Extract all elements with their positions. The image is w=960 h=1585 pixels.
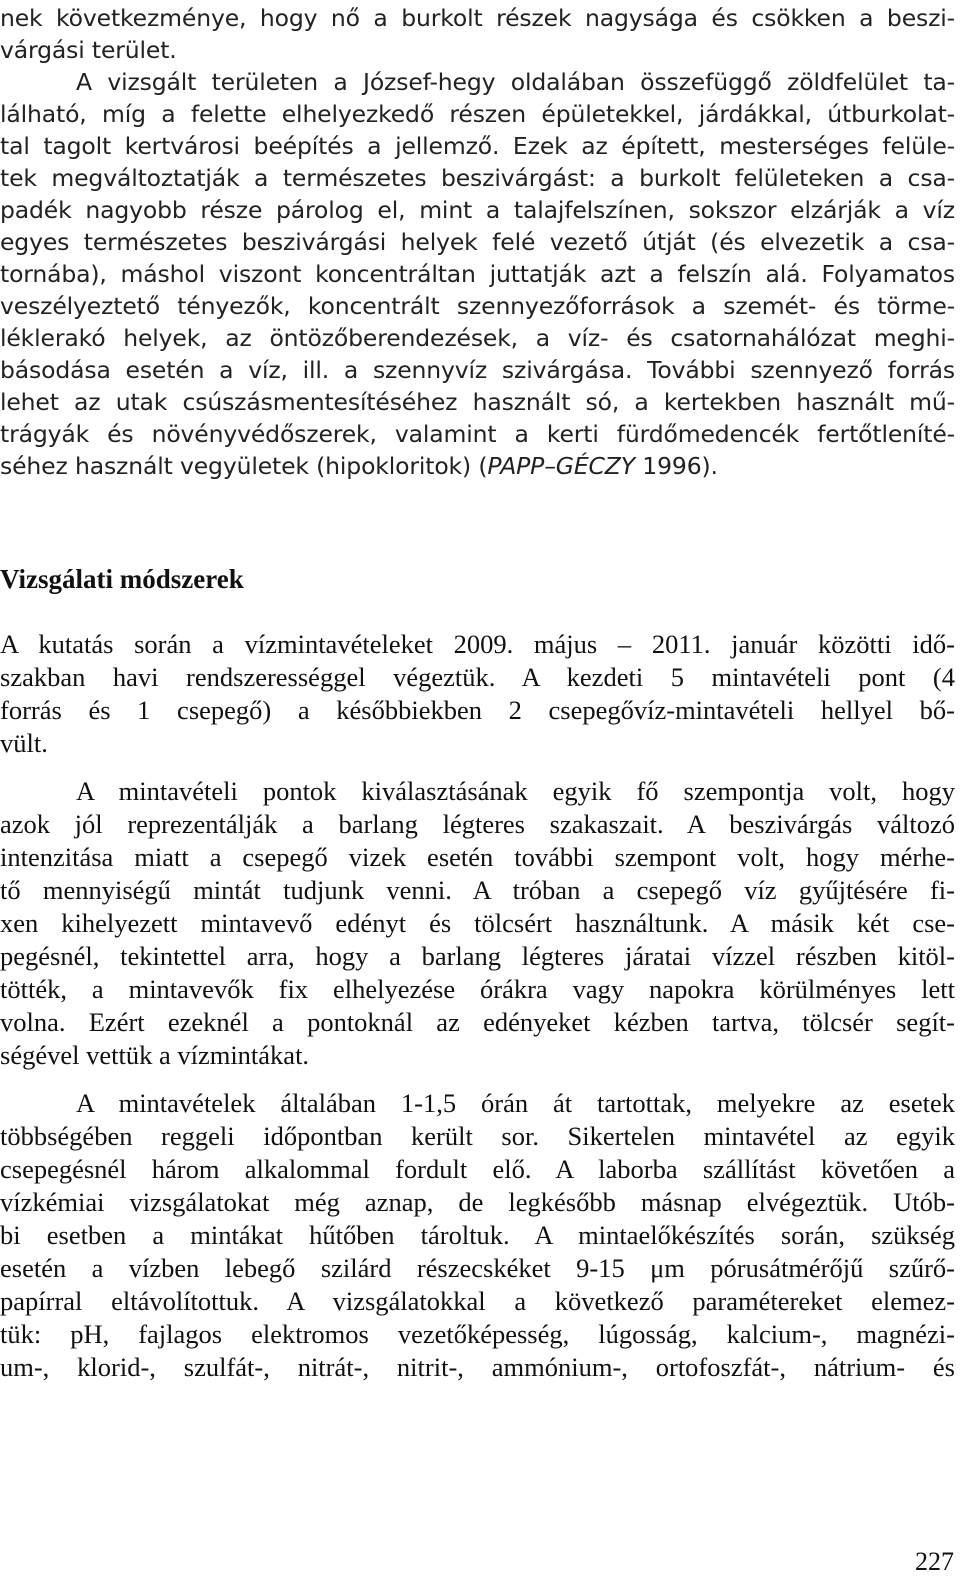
text-line: veszélyeztető tényezők, koncentrált szennyezőforrások a szemét- és törme-: [0, 292, 955, 320]
text-line: pegésnél, tekintettel arra, hogy a barlang légteres járatai vízzel részben kitöl-: [0, 941, 955, 971]
text-line: A mintavételi pontok kiválasztásának egyik fő szempontja volt, hogy: [76, 776, 955, 806]
text-line: tal tagolt kertvárosi beépítés a jellemző. Ezek az épített, mesterséges felüle-: [0, 132, 955, 160]
citation-authors: PAPP–GÉCZY: [487, 452, 635, 480]
text-line: többségében reggeli időpontban került sor. Sikertelen mintavétel az egyik: [0, 1121, 955, 1151]
text-line: tornába), máshol viszont koncentráltan juttatják azt a felszín alá. Folyamatos: [0, 260, 955, 288]
text-line: forrás és 1 csepegő) a későbbiekben 2 csepegővíz-mintavételi hellyel bő-: [0, 695, 955, 725]
text-line: papírral eltávolítottuk. A vizsgálatokkal a következő paramétereket elemez-: [0, 1286, 955, 1316]
text-line: nek következménye, hogy nő a burkolt részek nagysága és csökken a beszi-: [0, 4, 955, 32]
text-line: léklerakó helyek, az öntözőberendezések, a víz- és csatornahálózat meghi-: [0, 324, 955, 352]
text-line: szakban havi rendszerességgel végeztük. A kezdeti 5 mintavételi pont (4: [0, 662, 955, 692]
text-line: A vizsgált területen a József-hegy oldalában összefüggő zöldfelület ta-: [76, 68, 955, 96]
text-line: tek megváltoztatják a természetes beszivárgást: a burkolt felületeken a csa-: [0, 164, 955, 192]
text-line: xen kihelyezett mintavevő edényt és tölcsért használtunk. A másik két cse-: [0, 908, 955, 938]
text-line: csepegésnél három alkalommal fordult elő. A laborba szállítást követően a: [0, 1154, 955, 1184]
text-line: várgási terület.: [0, 36, 177, 64]
text-line: azok jól reprezentálják a barlang légteres szakaszait. A beszivárgás változó: [0, 809, 955, 839]
text-line: bi esetben a mintákat hűtőben tároltuk. A mintaelőkészítés során, szükség: [0, 1220, 955, 1250]
text-line: padék nagyobb része párolog el, mint a talajfelszínen, sokszor elzárják a víz: [0, 196, 955, 224]
text-line: A kutatás során a vízmintavételeket 2009. május – 2011. január közötti idő-: [0, 629, 955, 659]
text-line: esetén a vízben lebegő szilárd részecskéket 9-15 μm pórusátmérőjű szűrő-: [0, 1253, 955, 1283]
text-line: tő mennyiségű mintát tudjunk venni. A tróban a csepegő víz gyűjtésére fi-: [0, 875, 955, 905]
text-line: lehet az utak csúszásmentesítéséhez használt só, a kertekben használt mű-: [0, 388, 955, 416]
text-line: lálható, míg a felette elhelyezkedő részen épületekkel, járdákkal, útburkolat-: [0, 100, 955, 128]
text-line: intenzitása miatt a csepegő vizek esetén további szempont volt, hogy mérhe-: [0, 842, 955, 872]
text-line: vízkémiai vizsgálatokat még aznap, de legkésőbb másnap elvégeztük. Utób-: [0, 1187, 955, 1217]
text-line: egyes természetes beszivárgási helyek felé vezető útját (és elvezetik a csa-: [0, 228, 955, 256]
text-line: vült.: [0, 728, 48, 758]
section-heading: Vizsgálati módszerek: [0, 564, 244, 594]
text-line: A mintavételek általában 1-1,5 órán át tartottak, melyekre az esetek: [76, 1088, 955, 1118]
text-line: trágyák és növényvédőszerek, valamint a kerti fürdőmedencék fertőtleníté-: [0, 420, 955, 448]
text-line: tötték, a mintavevők fix elhelyezése órákra vagy napokra körülményes lett: [0, 974, 955, 1004]
citation-text-before: séhez használt vegyületek (hipokloritok) (: [0, 452, 488, 480]
citation-text-after: 1996).: [634, 452, 718, 480]
citation-line: [0, 450, 955, 482]
text-line: volna. Ezért ezeknél a pontoknál az edényeket kézben tartva, tölcsér segít-: [0, 1007, 955, 1037]
text-line: um-, klorid-, szulfát-, nitrát-, nitrit-, ammónium-, ortofoszfát-, nátrium- és: [0, 1352, 955, 1382]
text-line: básodása esetén a víz, ill. a szennyvíz szivárgása. További szennyező forrás: [0, 356, 955, 384]
text-line: ségével vettük a vízmintákat.: [0, 1040, 310, 1070]
page-number: 227: [915, 1547, 954, 1576]
text-line: tük: pH, fajlagos elektromos vezetőképesség, lúgosság, kalcium-, magnézi-: [0, 1319, 955, 1349]
